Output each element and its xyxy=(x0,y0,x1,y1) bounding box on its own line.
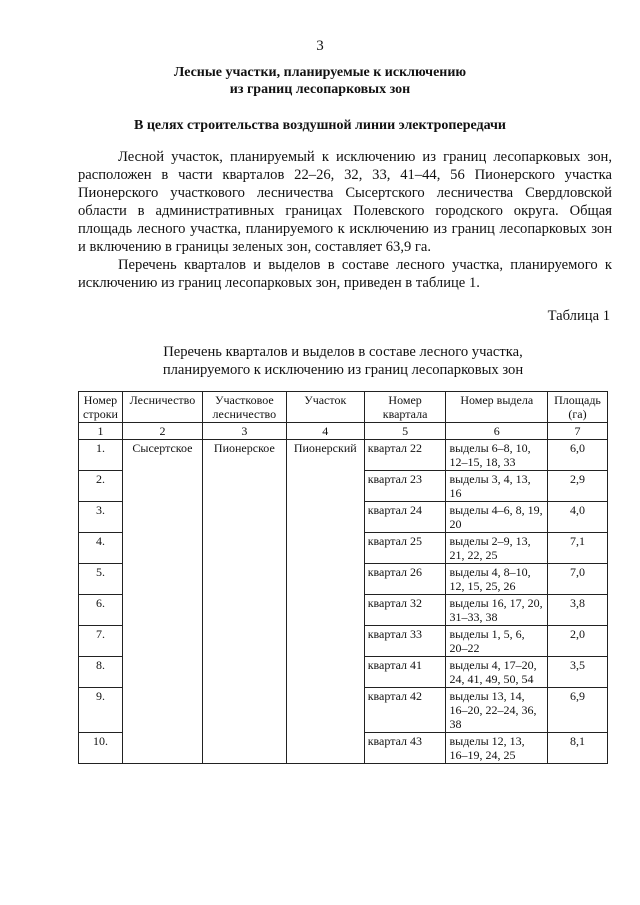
row-number: 10. xyxy=(79,733,123,764)
row-number: 7. xyxy=(79,626,123,657)
header-forestry: Лесничество xyxy=(122,392,202,423)
quarter-cell: квартал 41 xyxy=(364,657,446,688)
page-heading xyxy=(0,64,640,98)
sections-cell: выделы 1, 5, 6, 20–22 xyxy=(446,626,548,657)
sections-cell: выделы 12, 13, 16–19, 24, 25 xyxy=(446,733,548,764)
column-number: 3 xyxy=(202,423,286,440)
sections-cell: выделы 4, 17–20, 24, 41, 49, 50, 54 xyxy=(446,657,548,688)
table-header-row xyxy=(79,392,608,423)
table-title-line-1: Перечень кварталов и выделов в составе лесного участка, xyxy=(163,344,523,360)
sections-cell: выделы 13, 14, 16–20, 22–24, 36, 38 xyxy=(446,688,548,733)
row-number: 9. xyxy=(79,688,123,733)
quarter-cell: квартал 32 xyxy=(364,595,446,626)
paragraph-2: Перечень кварталов и выделов в составе лесного участка, планируемого к исключению из границ лесопарковых зон, приведен в таблице 1. xyxy=(78,257,612,292)
table-title xyxy=(0,343,640,379)
sections-cell: выделы 16, 17, 20, 31–33, 38 xyxy=(446,595,548,626)
quarter-cell: квартал 43 xyxy=(364,733,446,764)
heading-line-1: Лесные участки, планируемые к исключению xyxy=(173,65,467,80)
quarter-cell: квартал 33 xyxy=(364,626,446,657)
district-forestry-cell: Пионерское xyxy=(202,440,286,764)
page-number: 3 xyxy=(316,38,324,54)
heading-line-2: из границ лесопарковых зон xyxy=(229,82,411,97)
quarter-cell: квартал 24 xyxy=(364,502,446,533)
table-label: Таблица 1 xyxy=(547,308,610,324)
quarter-cell: квартал 26 xyxy=(364,564,446,595)
area-cell: 3,5 xyxy=(548,657,608,688)
area-cell: 2,9 xyxy=(548,471,608,502)
quarter-cell: квартал 25 xyxy=(364,533,446,564)
area-cell: 6,0 xyxy=(548,440,608,471)
sections-cell: выделы 6–8, 10, 12–15, 18, 33 xyxy=(446,440,548,471)
sections-cell: выделы 2–9, 13, 21, 22, 25 xyxy=(446,533,548,564)
row-number: 8. xyxy=(79,657,123,688)
column-number: 6 xyxy=(446,423,548,440)
row-number: 6. xyxy=(79,595,123,626)
column-number-row xyxy=(79,423,608,440)
table-title-line-2: планируемого к исключению из границ лесопарковых зон xyxy=(162,362,524,378)
quarter-cell: квартал 22 xyxy=(364,440,446,471)
plot-cell: Пионерский xyxy=(286,440,364,764)
header-district-forestry: Участковое лесничество xyxy=(202,392,286,423)
header-sections: Номер выдела xyxy=(446,392,548,423)
area-cell: 7,1 xyxy=(548,533,608,564)
quarter-cell: квартал 23 xyxy=(364,471,446,502)
header-area: Площадь (га) xyxy=(548,392,608,423)
column-number: 7 xyxy=(548,423,608,440)
area-cell: 7,0 xyxy=(548,564,608,595)
column-number: 2 xyxy=(122,423,202,440)
column-number: 1 xyxy=(79,423,123,440)
table-row xyxy=(79,440,608,471)
area-cell: 4,0 xyxy=(548,502,608,533)
sections-cell: выделы 4–6, 8, 19, 20 xyxy=(446,502,548,533)
area-cell: 3,8 xyxy=(548,595,608,626)
sections-cell: выделы 3, 4, 13, 16 xyxy=(446,471,548,502)
header-plot: Участок xyxy=(286,392,364,423)
row-number: 5. xyxy=(79,564,123,595)
column-number: 4 xyxy=(286,423,364,440)
area-cell: 6,9 xyxy=(548,688,608,733)
area-cell: 8,1 xyxy=(548,733,608,764)
area-cell: 2,0 xyxy=(548,626,608,657)
row-number: 3. xyxy=(79,502,123,533)
quarters-table xyxy=(78,391,608,764)
header-row-number: Номер строки xyxy=(79,392,123,423)
row-number: 4. xyxy=(79,533,123,564)
header-quarter: Номер квартала xyxy=(364,392,446,423)
forestry-cell: Сысертское xyxy=(122,440,202,764)
section-subheading: В целях строительства воздушной линии электропередачи xyxy=(134,118,506,133)
paragraph-1: Лесной участок, планируемый к исключению из границ лесопарковых зон, расположен в части кварталов 22–26, 32, 33, 41–44, 56 Пионерского участка Пионерского участкового лесничества Сысертского лесничества Свердловской области в административных границах Полевского городского округа. Общая площадь лесного участка, планируемого к исключению из границ лесопарковых зон и включению в границы зеленых зон, составляет 63,9 га. xyxy=(78,149,612,256)
row-number: 1. xyxy=(79,440,123,471)
sections-cell: выделы 4, 8–10, 12, 15, 25, 26 xyxy=(446,564,548,595)
quarter-cell: квартал 42 xyxy=(364,688,446,733)
row-number: 2. xyxy=(79,471,123,502)
column-number: 5 xyxy=(364,423,446,440)
